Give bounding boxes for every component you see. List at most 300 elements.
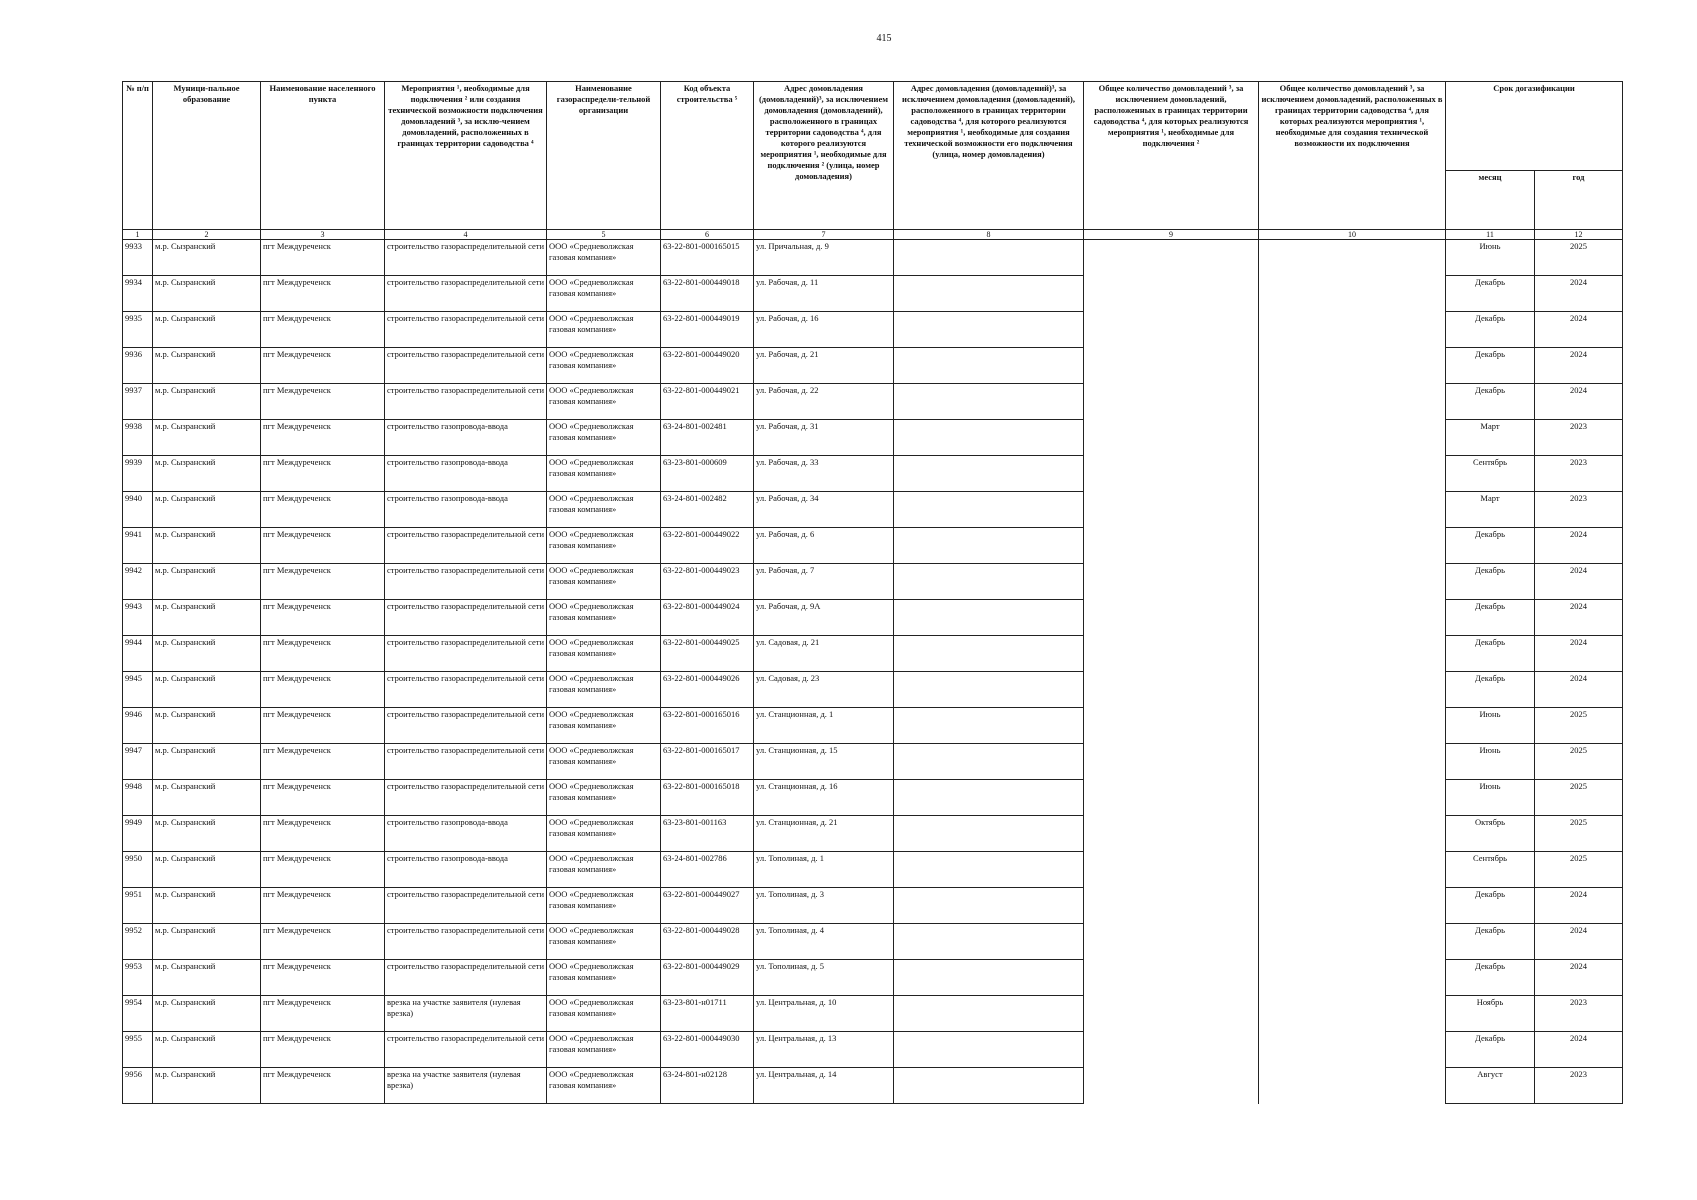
cell-object-code: 63-22-801-000449025 — [661, 636, 754, 672]
cell-measure: строительство газораспределительной сети — [385, 960, 547, 996]
cell-address-capability — [894, 1068, 1084, 1104]
cell-term-month: Декабрь — [1446, 312, 1535, 348]
cell-object-code: 63-22-801-000449030 — [661, 1032, 754, 1068]
table-row — [123, 636, 1623, 672]
cell-address-capability — [894, 888, 1084, 924]
cell-row-number: 9937 — [123, 384, 153, 420]
table-row — [123, 672, 1623, 708]
cell-row-number: 9948 — [123, 780, 153, 816]
cell-address-capability — [894, 636, 1084, 672]
cell-measure: строительство газораспределительной сети — [385, 240, 547, 276]
cell-measure: строительство газопровода-ввода — [385, 420, 547, 456]
table-row — [123, 564, 1623, 600]
cell-address-capability — [894, 924, 1084, 960]
col-number: 11 — [1446, 230, 1535, 240]
cell-row-number: 9943 — [123, 600, 153, 636]
table-row — [123, 816, 1623, 852]
cell-count-capability — [1259, 348, 1446, 384]
cell-settlement: пгт Междуреченск — [261, 888, 385, 924]
cell-row-number: 9946 — [123, 708, 153, 744]
cell-organization: ООО «Средневолжская газовая компания» — [547, 420, 661, 456]
cell-term-year: 2025 — [1535, 816, 1623, 852]
cell-address-capability — [894, 348, 1084, 384]
cell-term-month: Декабрь — [1446, 1032, 1535, 1068]
cell-term-month: Июнь — [1446, 780, 1535, 816]
cell-count-capability — [1259, 960, 1446, 996]
cell-measure: строительство газораспределительной сети — [385, 312, 547, 348]
cell-address-connection: ул. Садовая, д. 21 — [754, 636, 894, 672]
cell-municipality: м.р. Сызранский — [153, 276, 261, 312]
cell-organization: ООО «Средневолжская газовая компания» — [547, 564, 661, 600]
cell-measure: строительство газораспределительной сети — [385, 1032, 547, 1068]
cell-address-connection: ул. Причальная, д. 9 — [754, 240, 894, 276]
cell-municipality: м.р. Сызранский — [153, 852, 261, 888]
cell-settlement: пгт Междуреченск — [261, 780, 385, 816]
cell-row-number: 9951 — [123, 888, 153, 924]
cell-term-month: Сентябрь — [1446, 852, 1535, 888]
cell-count-capability — [1259, 816, 1446, 852]
cell-address-capability — [894, 492, 1084, 528]
cell-address-connection: ул. Рабочая, д. 31 — [754, 420, 894, 456]
header-term: Срок догазификации — [1446, 82, 1623, 171]
cell-count-connection — [1084, 672, 1259, 708]
cell-count-capability — [1259, 708, 1446, 744]
cell-object-code: 63-24-801-002786 — [661, 852, 754, 888]
cell-term-month: Декабрь — [1446, 384, 1535, 420]
col-number: 9 — [1084, 230, 1259, 240]
cell-settlement: пгт Междуреченск — [261, 960, 385, 996]
cell-organization: ООО «Средневолжская газовая компания» — [547, 924, 661, 960]
cell-term-month: Декабрь — [1446, 960, 1535, 996]
cell-term-year: 2024 — [1535, 276, 1623, 312]
cell-row-number: 9939 — [123, 456, 153, 492]
cell-organization: ООО «Средневолжская газовая компания» — [547, 528, 661, 564]
cell-count-connection — [1084, 240, 1259, 276]
cell-row-number: 9956 — [123, 1068, 153, 1104]
cell-address-capability — [894, 456, 1084, 492]
cell-address-connection: ул. Рабочая, д. 6 — [754, 528, 894, 564]
cell-row-number: 9940 — [123, 492, 153, 528]
cell-count-capability — [1259, 384, 1446, 420]
cell-municipality: м.р. Сызранский — [153, 240, 261, 276]
cell-settlement: пгт Междуреченск — [261, 312, 385, 348]
cell-measure: врезка на участке заявителя (нулевая врезка) — [385, 1068, 547, 1104]
cell-measure: строительство газораспределительной сети — [385, 348, 547, 384]
cell-measure: строительство газораспределительной сети — [385, 744, 547, 780]
cell-municipality: м.р. Сызранский — [153, 924, 261, 960]
cell-term-month: Июнь — [1446, 240, 1535, 276]
cell-municipality: м.р. Сызранский — [153, 456, 261, 492]
cell-address-connection: ул. Рабочая, д. 7 — [754, 564, 894, 600]
cell-count-connection — [1084, 456, 1259, 492]
table-header — [123, 82, 1623, 240]
cell-row-number: 9933 — [123, 240, 153, 276]
table-row — [123, 420, 1623, 456]
table-row — [123, 1032, 1623, 1068]
cell-count-connection — [1084, 996, 1259, 1032]
column-numbers-row — [123, 230, 1623, 240]
cell-term-month: Декабрь — [1446, 888, 1535, 924]
cell-measure: строительство газораспределительной сети — [385, 384, 547, 420]
cell-address-connection: ул. Станционная, д. 21 — [754, 816, 894, 852]
cell-address-connection: ул. Центральная, д. 10 — [754, 996, 894, 1032]
header-count-capability: Общее количество домовладений ³, за исключением домовладений, расположенных в границах территории садоводства ⁴, для которых реализуются мероприятия ¹, необходимые для создания технической возможности их подключения — [1259, 82, 1446, 230]
cell-term-month: Декабрь — [1446, 528, 1535, 564]
col-number: 3 — [261, 230, 385, 240]
cell-count-connection — [1084, 276, 1259, 312]
cell-row-number: 9944 — [123, 636, 153, 672]
table-row — [123, 600, 1623, 636]
table-body — [123, 240, 1623, 1104]
cell-term-year: 2025 — [1535, 708, 1623, 744]
cell-row-number: 9950 — [123, 852, 153, 888]
cell-measure: строительство газораспределительной сети — [385, 600, 547, 636]
cell-object-code: 63-22-801-000449021 — [661, 384, 754, 420]
cell-term-year: 2024 — [1535, 312, 1623, 348]
cell-count-capability — [1259, 600, 1446, 636]
cell-organization: ООО «Средневолжская газовая компания» — [547, 852, 661, 888]
cell-measure: строительство газораспределительной сети — [385, 564, 547, 600]
cell-term-month: Декабрь — [1446, 564, 1535, 600]
cell-count-capability — [1259, 1068, 1446, 1104]
col-number: 6 — [661, 230, 754, 240]
cell-address-capability — [894, 240, 1084, 276]
cell-organization: ООО «Средневолжская газовая компания» — [547, 1068, 661, 1104]
cell-term-year: 2024 — [1535, 600, 1623, 636]
cell-row-number: 9934 — [123, 276, 153, 312]
table-row — [123, 708, 1623, 744]
cell-address-connection: ул. Рабочая, д. 9А — [754, 600, 894, 636]
cell-object-code: 63-22-801-000165015 — [661, 240, 754, 276]
cell-organization: ООО «Средневолжская газовая компания» — [547, 348, 661, 384]
cell-count-connection — [1084, 744, 1259, 780]
table-row — [123, 312, 1623, 348]
cell-object-code: 63-22-801-000449023 — [661, 564, 754, 600]
cell-term-month: Декабрь — [1446, 924, 1535, 960]
cell-municipality: м.р. Сызранский — [153, 672, 261, 708]
cell-address-capability — [894, 384, 1084, 420]
cell-settlement: пгт Междуреченск — [261, 672, 385, 708]
cell-count-capability — [1259, 420, 1446, 456]
cell-settlement: пгт Междуреченск — [261, 1068, 385, 1104]
cell-term-year: 2024 — [1535, 924, 1623, 960]
cell-settlement: пгт Междуреченск — [261, 600, 385, 636]
col-number: 4 — [385, 230, 547, 240]
cell-count-connection — [1084, 888, 1259, 924]
cell-object-code: 63-24-801-002482 — [661, 492, 754, 528]
cell-address-connection: ул. Тополиная, д. 4 — [754, 924, 894, 960]
cell-address-connection: ул. Станционная, д. 16 — [754, 780, 894, 816]
cell-object-code: 63-23-801-001163 — [661, 816, 754, 852]
cell-organization: ООО «Средневолжская газовая компания» — [547, 960, 661, 996]
cell-organization: ООО «Средневолжская газовая компания» — [547, 384, 661, 420]
cell-address-capability — [894, 996, 1084, 1032]
cell-row-number: 9936 — [123, 348, 153, 384]
table-row — [123, 348, 1623, 384]
cell-municipality: м.р. Сызранский — [153, 492, 261, 528]
table-row — [123, 852, 1623, 888]
table-row — [123, 528, 1623, 564]
cell-count-capability — [1259, 996, 1446, 1032]
cell-measure: строительство газораспределительной сети — [385, 924, 547, 960]
cell-row-number: 9953 — [123, 960, 153, 996]
cell-count-capability — [1259, 780, 1446, 816]
cell-municipality: м.р. Сызранский — [153, 384, 261, 420]
cell-municipality: м.р. Сызранский — [153, 996, 261, 1032]
cell-municipality: м.р. Сызранский — [153, 744, 261, 780]
header-object-code: Код объекта строительства ⁵ — [661, 82, 754, 230]
cell-count-capability — [1259, 744, 1446, 780]
cell-count-capability — [1259, 636, 1446, 672]
cell-count-connection — [1084, 816, 1259, 852]
cell-row-number: 9947 — [123, 744, 153, 780]
cell-address-capability — [894, 528, 1084, 564]
cell-organization: ООО «Средневолжская газовая компания» — [547, 816, 661, 852]
cell-count-connection — [1084, 528, 1259, 564]
cell-measure: врезка на участке заявителя (нулевая врезка) — [385, 996, 547, 1032]
cell-term-year: 2024 — [1535, 348, 1623, 384]
cell-measure: строительство газораспределительной сети — [385, 528, 547, 564]
cell-organization: ООО «Средневолжская газовая компания» — [547, 276, 661, 312]
cell-term-month: Декабрь — [1446, 672, 1535, 708]
cell-count-connection — [1084, 492, 1259, 528]
header-address-connection: Адрес домовладения (домовладений)³, за исключением домовладения (домовладений), расположенного в границах территории садоводства ⁴, для которого реализуются мероприятия ¹, необходимые для подключения ² (улица, номер домовладения) — [754, 82, 894, 230]
table-row — [123, 888, 1623, 924]
cell-address-capability — [894, 276, 1084, 312]
cell-settlement: пгт Междуреченск — [261, 1032, 385, 1068]
cell-settlement: пгт Междуреченск — [261, 528, 385, 564]
cell-measure: строительство газопровода-ввода — [385, 816, 547, 852]
cell-organization: ООО «Средневолжская газовая компания» — [547, 708, 661, 744]
cell-municipality: м.р. Сызранский — [153, 312, 261, 348]
cell-municipality: м.р. Сызранский — [153, 528, 261, 564]
cell-municipality: м.р. Сызранский — [153, 636, 261, 672]
cell-row-number: 9955 — [123, 1032, 153, 1068]
cell-count-capability — [1259, 492, 1446, 528]
cell-object-code: 63-22-801-000449024 — [661, 600, 754, 636]
cell-measure: строительство газораспределительной сети — [385, 780, 547, 816]
cell-settlement: пгт Междуреченск — [261, 924, 385, 960]
cell-organization: ООО «Средневолжская газовая компания» — [547, 780, 661, 816]
cell-object-code: 63-22-801-000165016 — [661, 708, 754, 744]
cell-address-capability — [894, 312, 1084, 348]
cell-address-capability — [894, 1032, 1084, 1068]
cell-settlement: пгт Междуреченск — [261, 420, 385, 456]
cell-measure: строительство газораспределительной сети — [385, 888, 547, 924]
cell-term-month: Декабрь — [1446, 276, 1535, 312]
cell-count-connection — [1084, 564, 1259, 600]
cell-address-connection: ул. Рабочая, д. 16 — [754, 312, 894, 348]
cell-term-month: Октябрь — [1446, 816, 1535, 852]
header-settlement: Наименование населенного пункта — [261, 82, 385, 230]
cell-municipality: м.р. Сызранский — [153, 1032, 261, 1068]
cell-settlement: пгт Междуреченск — [261, 708, 385, 744]
cell-object-code: 63-24-801-002481 — [661, 420, 754, 456]
cell-count-connection — [1084, 420, 1259, 456]
cell-address-connection: ул. Рабочая, д. 33 — [754, 456, 894, 492]
col-number: 12 — [1535, 230, 1623, 240]
cell-term-month: Июнь — [1446, 708, 1535, 744]
cell-organization: ООО «Средневолжская газовая компания» — [547, 1032, 661, 1068]
table-row — [123, 240, 1623, 276]
cell-count-capability — [1259, 276, 1446, 312]
cell-settlement: пгт Междуреченск — [261, 348, 385, 384]
cell-object-code: 63-24-801-н02128 — [661, 1068, 754, 1104]
cell-count-connection — [1084, 852, 1259, 888]
cell-settlement: пгт Междуреченск — [261, 996, 385, 1032]
cell-address-connection: ул. Садовая, д. 23 — [754, 672, 894, 708]
cell-count-capability — [1259, 924, 1446, 960]
cell-term-month: Июнь — [1446, 744, 1535, 780]
cell-organization: ООО «Средневолжская газовая компания» — [547, 492, 661, 528]
cell-address-capability — [894, 600, 1084, 636]
col-number: 8 — [894, 230, 1084, 240]
cell-address-capability — [894, 816, 1084, 852]
cell-term-year: 2024 — [1535, 888, 1623, 924]
cell-municipality: м.р. Сызранский — [153, 600, 261, 636]
cell-measure: строительство газораспределительной сети — [385, 708, 547, 744]
cell-address-connection: ул. Рабочая, д. 11 — [754, 276, 894, 312]
cell-organization: ООО «Средневолжская газовая компания» — [547, 456, 661, 492]
table-row — [123, 276, 1623, 312]
cell-settlement: пгт Междуреченск — [261, 276, 385, 312]
cell-measure: строительство газопровода-ввода — [385, 456, 547, 492]
cell-count-capability — [1259, 852, 1446, 888]
cell-address-capability — [894, 420, 1084, 456]
header-month: месяц — [1446, 171, 1535, 230]
cell-term-year: 2025 — [1535, 240, 1623, 276]
cell-municipality: м.р. Сызранский — [153, 348, 261, 384]
cell-organization: ООО «Средневолжская газовая компания» — [547, 888, 661, 924]
table-row — [123, 492, 1623, 528]
col-number: 10 — [1259, 230, 1446, 240]
table-row — [123, 780, 1623, 816]
cell-count-capability — [1259, 888, 1446, 924]
cell-municipality: м.р. Сызранский — [153, 888, 261, 924]
cell-term-month: Сентябрь — [1446, 456, 1535, 492]
cell-settlement: пгт Междуреченск — [261, 492, 385, 528]
col-number: 5 — [547, 230, 661, 240]
header-measures: Мероприятия ¹, необходимые для подключения ² или создания технической возможности подключения домовладений ³, за исклю-чением домовладений, расположенных в границах территории садоводства ⁴ — [385, 82, 547, 230]
table-row — [123, 1068, 1623, 1104]
cell-municipality: м.р. Сызранский — [153, 816, 261, 852]
cell-settlement: пгт Междуреченск — [261, 744, 385, 780]
cell-count-connection — [1084, 1032, 1259, 1068]
cell-count-connection — [1084, 960, 1259, 996]
cell-term-month: Декабрь — [1446, 636, 1535, 672]
cell-term-year: 2024 — [1535, 672, 1623, 708]
page-number: 415 — [876, 33, 892, 44]
cell-organization: ООО «Средневолжская газовая компания» — [547, 672, 661, 708]
cell-organization: ООО «Средневолжская газовая компания» — [547, 600, 661, 636]
cell-object-code: 63-22-801-000449018 — [661, 276, 754, 312]
col-number: 1 — [123, 230, 153, 240]
table-row — [123, 996, 1623, 1032]
cell-address-connection: ул. Рабочая, д. 22 — [754, 384, 894, 420]
header-year: год — [1535, 171, 1623, 230]
cell-count-capability — [1259, 672, 1446, 708]
cell-term-year: 2023 — [1535, 1068, 1623, 1104]
cell-count-connection — [1084, 780, 1259, 816]
cell-municipality: м.р. Сызранский — [153, 960, 261, 996]
table-row — [123, 744, 1623, 780]
cell-count-capability — [1259, 1032, 1446, 1068]
cell-count-capability — [1259, 564, 1446, 600]
cell-object-code: 63-22-801-000449027 — [661, 888, 754, 924]
cell-count-capability — [1259, 312, 1446, 348]
cell-term-year: 2024 — [1535, 960, 1623, 996]
cell-term-month: Август — [1446, 1068, 1535, 1104]
cell-row-number: 9954 — [123, 996, 153, 1032]
cell-address-connection: ул. Рабочая, д. 21 — [754, 348, 894, 384]
cell-term-year: 2023 — [1535, 420, 1623, 456]
cell-settlement: пгт Междуреченск — [261, 636, 385, 672]
cell-address-capability — [894, 744, 1084, 780]
col-number: 2 — [153, 230, 261, 240]
cell-settlement: пгт Междуреченск — [261, 240, 385, 276]
cell-measure: строительство газораспределительной сети — [385, 276, 547, 312]
cell-address-capability — [894, 672, 1084, 708]
cell-organization: ООО «Средневолжская газовая компания» — [547, 996, 661, 1032]
cell-object-code: 63-22-801-000449019 — [661, 312, 754, 348]
cell-row-number: 9942 — [123, 564, 153, 600]
cell-row-number: 9941 — [123, 528, 153, 564]
cell-count-capability — [1259, 240, 1446, 276]
cell-organization: ООО «Средневолжская газовая компания» — [547, 240, 661, 276]
cell-organization: ООО «Средневолжская газовая компания» — [547, 744, 661, 780]
cell-address-connection: ул. Тополиная, д. 5 — [754, 960, 894, 996]
cell-organization: ООО «Средневолжская газовая компания» — [547, 312, 661, 348]
cell-count-connection — [1084, 312, 1259, 348]
cell-term-year: 2024 — [1535, 528, 1623, 564]
cell-object-code: 63-22-801-000449028 — [661, 924, 754, 960]
cell-address-connection: ул. Центральная, д. 13 — [754, 1032, 894, 1068]
cell-count-capability — [1259, 528, 1446, 564]
header-number: № п/п — [123, 82, 153, 230]
cell-term-year: 2023 — [1535, 456, 1623, 492]
cell-object-code: 63-22-801-000165017 — [661, 744, 754, 780]
cell-measure: строительство газораспределительной сети — [385, 636, 547, 672]
cell-settlement: пгт Междуреченск — [261, 564, 385, 600]
cell-count-capability — [1259, 456, 1446, 492]
cell-address-capability — [894, 852, 1084, 888]
cell-municipality: м.р. Сызранский — [153, 1068, 261, 1104]
cell-organization: ООО «Средневолжская газовая компания» — [547, 636, 661, 672]
cell-object-code: 63-22-801-000449022 — [661, 528, 754, 564]
cell-address-connection: ул. Рабочая, д. 34 — [754, 492, 894, 528]
cell-measure: строительство газопровода-ввода — [385, 852, 547, 888]
header-address-capability: Адрес домовладения (домовладений)³, за исключением домовладения (домовладений), расположенного в границах территории садоводства ⁴, для которого реализуются мероприятия ¹, необходимые для создания технической возможности его подключения (улица, номер домовладения) — [894, 82, 1084, 230]
cell-term-month: Декабрь — [1446, 600, 1535, 636]
cell-address-connection: ул. Тополиная, д. 3 — [754, 888, 894, 924]
cell-row-number: 9935 — [123, 312, 153, 348]
cell-term-year: 2025 — [1535, 744, 1623, 780]
cell-settlement: пгт Междуреченск — [261, 456, 385, 492]
cell-object-code: 63-22-801-000165018 — [661, 780, 754, 816]
cell-measure: строительство газораспределительной сети — [385, 672, 547, 708]
cell-object-code: 63-22-801-000449020 — [661, 348, 754, 384]
table-row — [123, 456, 1623, 492]
cell-address-capability — [894, 960, 1084, 996]
cell-term-month: Март — [1446, 492, 1535, 528]
cell-object-code: 63-22-801-000449026 — [661, 672, 754, 708]
cell-count-connection — [1084, 1068, 1259, 1104]
cell-address-capability — [894, 564, 1084, 600]
gasification-table — [122, 81, 1623, 1104]
cell-count-connection — [1084, 600, 1259, 636]
cell-count-connection — [1084, 924, 1259, 960]
header-count-connection: Общее количество домовладений ³, за исключением домовладений, расположенных в границах территории садоводства ⁴, для которых реализуются мероприятия ¹, необходимые для подключения ² — [1084, 82, 1259, 230]
